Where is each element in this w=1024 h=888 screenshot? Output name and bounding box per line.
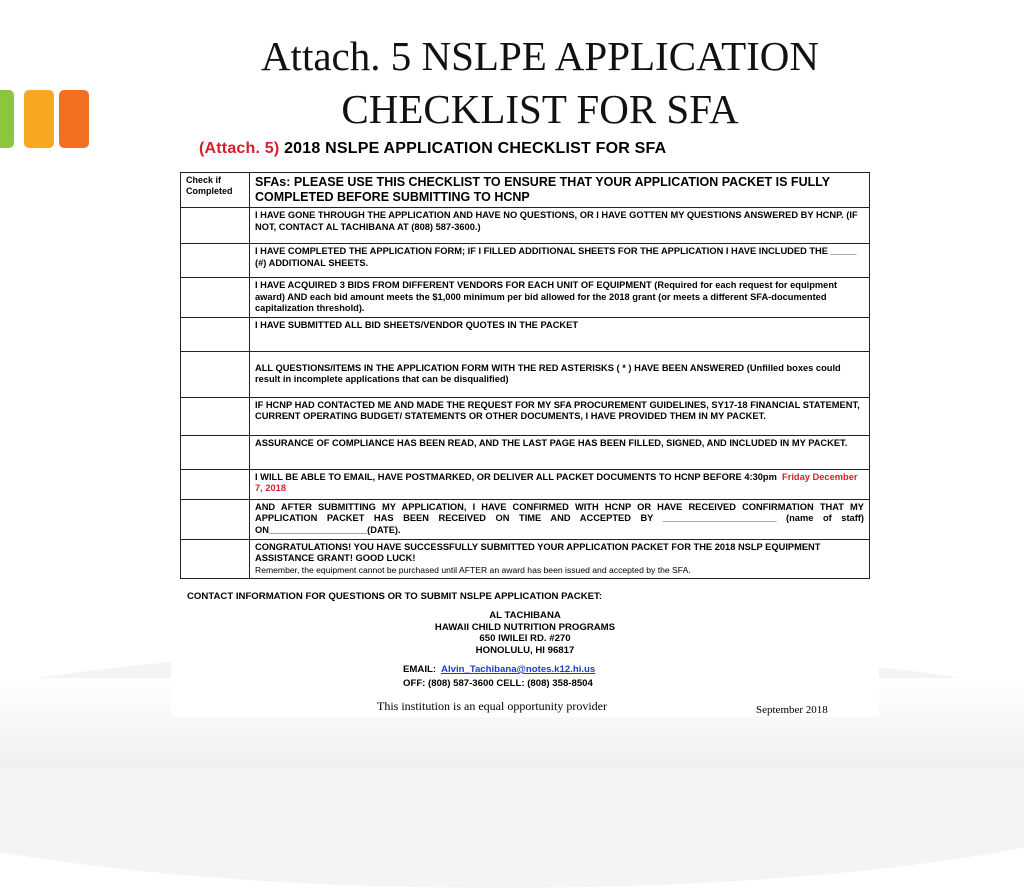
- check-header: Check if Completed: [181, 173, 250, 208]
- equal-opportunity-statement: This institution is an equal opportunity provider: [377, 699, 607, 713]
- checklist-item-8-text: I WILL BE ABLE TO EMAIL, HAVE POSTMARKED, OR DELIVER ALL PACKET DOCUMENTS TO HCNP BEFORE 4:30pm: [255, 471, 777, 482]
- table-row: [181, 351, 870, 397]
- email-row: [403, 663, 595, 677]
- contact-org: HAWAII CHILD NUTRITION PROGRAMS: [434, 621, 616, 633]
- table-header-row: [181, 173, 870, 208]
- table-row: [181, 208, 870, 244]
- document-heading: [199, 140, 666, 158]
- checklist-table: [180, 172, 870, 579]
- check-box[interactable]: [181, 208, 250, 244]
- instructions-header: SFAs: PLEASE USE THIS CHECKLIST TO ENSURE THAT YOUR APPLICATION PACKET IS FULLY COMPLETED BEFORE SUBMITTING TO HCNP: [250, 173, 870, 208]
- check-box[interactable]: [181, 278, 250, 318]
- table-row: [181, 435, 870, 469]
- deadline-date: Friday December 7, 2018: [255, 471, 858, 493]
- check-box[interactable]: [181, 435, 250, 469]
- check-box[interactable]: [181, 499, 250, 539]
- table-row: [181, 244, 870, 278]
- document-date: September 2018: [756, 704, 828, 716]
- check-box[interactable]: [181, 351, 250, 397]
- contact-city: HONOLULU, HI 96817: [475, 644, 575, 656]
- checklist-item-8: [250, 469, 870, 499]
- heading-prefix: (Attach. 5): [199, 140, 280, 157]
- checklist-item-10: [250, 539, 870, 579]
- checklist-item-9: AND AFTER SUBMITTING MY APPLICATION, I HAVE CONFIRMED WITH HCNP OR HAVE RECEIVED CONFIRMATION THAT MY APPLICATION PACKET HAS BEEN RECEIVED ON TIME AND ACCEPTED BY ______________________ (name of staff) ON___________________(DATE).: [250, 499, 870, 539]
- email-block: [403, 663, 595, 691]
- email-label: EMAIL:: [403, 664, 437, 675]
- checklist-item-2: I HAVE COMPLETED THE APPLICATION FORM; IF I FILLED ADDITIONAL SHEETS FOR THE APPLICATION I HAVE INCLUDED THE _____ (#) ADDITIONAL SHEETS.: [250, 244, 870, 278]
- checklist-document: [171, 132, 879, 717]
- contact-heading: CONTACT INFORMATION FOR QUESTIONS OR TO SUBMIT NSLPE APPLICATION PACKET:: [187, 591, 603, 602]
- heading-rest: 2018 NSLPE APPLICATION CHECKLIST FOR SFA: [279, 140, 667, 157]
- phone-numbers: OFF: (808) 587-3600 CELL: (808) 358-8504: [403, 678, 593, 689]
- contact-address: [171, 610, 879, 656]
- checklist-item-7: ASSURANCE OF COMPLIANCE HAS BEEN READ, AND THE LAST PAGE HAS BEEN FILLED, SIGNED, AND INCLUDED IN MY PACKET.: [250, 435, 870, 469]
- check-box[interactable]: [181, 539, 250, 579]
- final-note: Remember, the equipment cannot be purchased until AFTER an award has been issued and accepted by the SFA.: [255, 564, 691, 575]
- green-bar: [0, 90, 14, 148]
- checklist-item-5-text: ALL QUESTIONS/ITEMS IN THE APPLICATION FORM WITH THE RED ASTERISKS ( * ) HAVE BEEN ANSWERED (Unfilled boxes could result in incomplete applications that can be disqualified): [255, 362, 841, 384]
- slide-title: [190, 30, 890, 136]
- contact-street: 650 IWILEI RD. #270: [479, 633, 571, 644]
- orange-bar: [59, 90, 89, 148]
- slide-title-line2: CHECKLIST FOR SFA: [341, 86, 739, 132]
- table-row: [181, 469, 870, 499]
- table-row: [181, 317, 870, 351]
- checklist-item-5: [250, 351, 870, 397]
- checklist-item-3: I HAVE ACQUIRED 3 BIDS FROM DIFFERENT VENDORS FOR EACH UNIT OF EQUIPMENT (Required for each request for equipment award) AND each bid amount meets the $1,000 minimum per bid allowed for the 2018 grant (or meets a different SFA-documented capitalization threshold).: [250, 278, 870, 318]
- table-row: [181, 539, 870, 579]
- check-box[interactable]: [181, 469, 250, 499]
- table-row: [181, 278, 870, 318]
- check-box[interactable]: [181, 244, 250, 278]
- slide-title-line1: Attach. 5 NSLPE APPLICATION: [260, 33, 820, 79]
- yellow-bar: [24, 90, 54, 148]
- checklist-item-1: I HAVE GONE THROUGH THE APPLICATION AND HAVE NO QUESTIONS, OR I HAVE GOTTEN MY QUESTIONS ANSWERED BY HCNP. (IF NOT, CONTACT AL TACHIBANA AT (808) 587-3600.): [250, 208, 870, 244]
- checklist-item-6: IF HCNP HAD CONTACTED ME AND MADE THE REQUEST FOR MY SFA PROCUREMENT GUIDELINES, SY17-18 FINANCIAL STATEMENT, CURRENT OPERATING BUDGET/ STATEMENTS OR OTHER DOCUMENTS, I HAVE PROVIDED THEM IN MY PACKET.: [250, 397, 870, 435]
- table-row: [181, 397, 870, 435]
- check-box[interactable]: [181, 397, 250, 435]
- contact-name: AL TACHIBANA: [489, 610, 561, 621]
- table-row: [181, 499, 870, 539]
- email-link[interactable]: Alvin_Tachibana@notes.k12.hi.us: [441, 664, 596, 675]
- check-box[interactable]: [181, 317, 250, 351]
- checklist-item-4: I HAVE SUBMITTED ALL BID SHEETS/VENDOR QUOTES IN THE PACKET: [250, 317, 870, 351]
- checklist-item-10-text: CONGRATULATIONS! YOU HAVE SUCCESSFULLY SUBMITTED YOUR APPLICATION PACKET FOR THE 2018 NSLP EQUIPMENT ASSISTANCE GRANT! GOOD LUCK!: [255, 541, 821, 563]
